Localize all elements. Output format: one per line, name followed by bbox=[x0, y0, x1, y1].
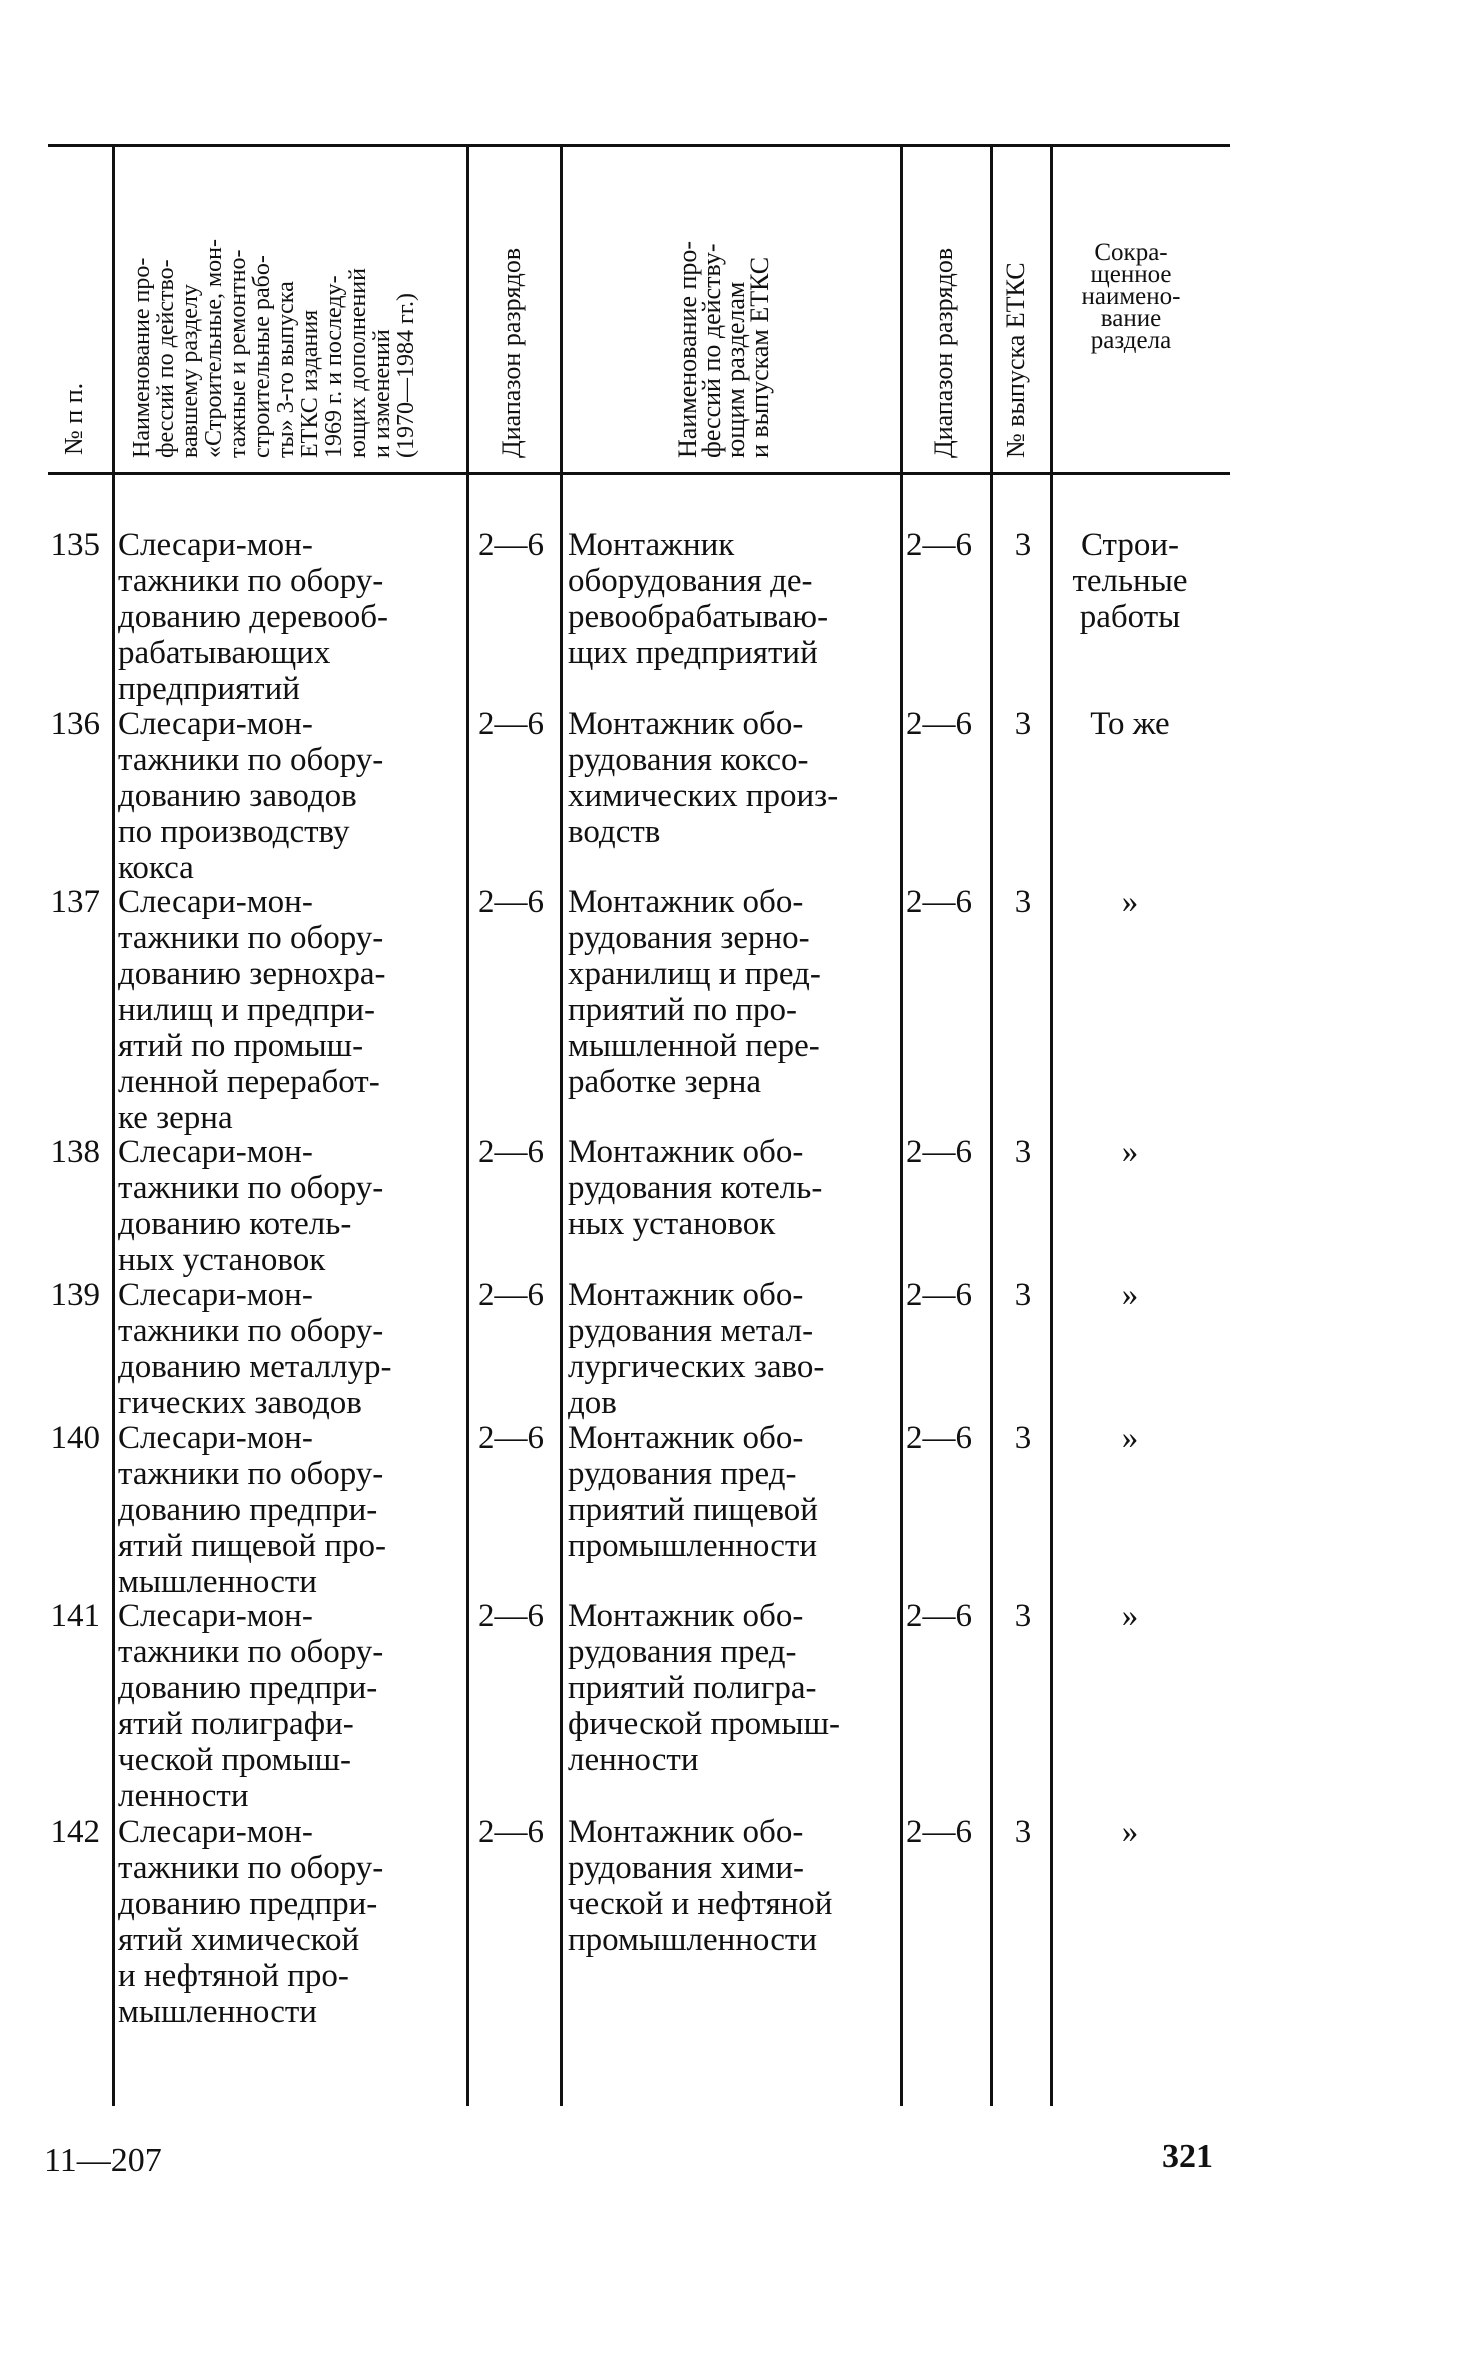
new-profession: Монтажник обо- рудования зерно- хранилищ и пред- приятий по про- мышленной пере- работке зерна bbox=[568, 884, 821, 1100]
range-old: 2—6 bbox=[478, 1277, 544, 1313]
old-profession: Слесари-мон- тажники по обору- дованию предпри- ятий пищевой про- мышленности bbox=[118, 1420, 386, 1600]
col-divider-4 bbox=[900, 146, 903, 2106]
range-new: 2—6 bbox=[906, 1420, 972, 1456]
range-new: 2—6 bbox=[906, 1814, 972, 1850]
new-profession: Монтажник обо- рудования пред- приятий пищевой промышленности bbox=[568, 1420, 818, 1564]
header-range-new: Диапазон разрядов bbox=[929, 247, 958, 458]
range-old: 2—6 bbox=[478, 527, 544, 563]
section-name: » bbox=[1121, 1134, 1139, 1170]
section-name: » bbox=[1121, 1420, 1139, 1456]
old-profession: Слесари-мон- тажники по обору- дованию котель- ных установок bbox=[118, 1134, 384, 1278]
header-range-old: Диапазон разрядов bbox=[497, 247, 526, 458]
header-issue: № выпуска ЕТКС bbox=[1001, 262, 1030, 458]
section-name: » bbox=[1121, 1277, 1139, 1313]
old-profession: Слесари-мон- тажники по обору- дованию зернохра- нилищ и предпри- ятий по промыш- ленной переработ- ке зерна bbox=[118, 884, 386, 1136]
header-new-profession: Наименование про- фессий по действу- ющим разделам и выпускам ЕТКС bbox=[673, 240, 774, 458]
issue-number: 3 bbox=[1014, 1420, 1032, 1456]
issue-number: 3 bbox=[1014, 1277, 1032, 1313]
issue-number: 3 bbox=[1014, 1598, 1032, 1634]
issue-number: 3 bbox=[1014, 706, 1032, 742]
col-divider-5 bbox=[990, 146, 993, 2106]
new-profession: Монтажник обо- рудования метал- лургических заво- дов bbox=[568, 1277, 825, 1421]
row-num: 140 bbox=[50, 1420, 100, 1456]
issue-number: 3 bbox=[1014, 884, 1032, 920]
range-old: 2—6 bbox=[478, 1814, 544, 1850]
row-num: 139 bbox=[50, 1277, 100, 1313]
col-divider-2 bbox=[466, 146, 469, 2106]
range-old: 2—6 bbox=[478, 884, 544, 920]
section-name: » bbox=[1121, 1598, 1139, 1634]
range-new: 2—6 bbox=[906, 1134, 972, 1170]
old-profession: Слесари-мон- тажники по обору- дованию деревооб- рабатывающих предприятий bbox=[118, 527, 389, 707]
range-new: 2—6 bbox=[906, 527, 972, 563]
range-new: 2—6 bbox=[906, 884, 972, 920]
range-new: 2—6 bbox=[906, 706, 972, 742]
page-number: 321 bbox=[1162, 2138, 1213, 2175]
header-num: № п п. bbox=[59, 382, 88, 455]
col-divider-1 bbox=[112, 146, 115, 2106]
printer-signature: 11—207 bbox=[44, 2142, 162, 2179]
range-old: 2—6 bbox=[478, 1420, 544, 1456]
range-old: 2—6 bbox=[478, 1598, 544, 1634]
row-num: 136 bbox=[50, 706, 100, 742]
col-divider-6 bbox=[1050, 146, 1053, 2106]
row-num: 137 bbox=[50, 884, 100, 920]
new-profession: Монтажник оборудования де- ревообрабатываю- щих предприятий bbox=[568, 527, 829, 671]
issue-number: 3 bbox=[1014, 1814, 1032, 1850]
row-num: 141 bbox=[50, 1598, 100, 1634]
header-section: Сокра- щенное наимено- вание раздела bbox=[1081, 239, 1181, 354]
new-profession: Монтажник обо- рудования котель- ных установок bbox=[568, 1134, 823, 1242]
new-profession: Монтажник обо- рудования хими- ческой и нефтяной промышленности bbox=[568, 1814, 833, 1958]
new-profession: Монтажник обо- рудования коксо- химических произ- водств bbox=[568, 706, 839, 850]
old-profession: Слесари-мон- тажники по обору- дованию предпри- ятий химической и нефтяной про- мышленности bbox=[118, 1814, 384, 2030]
old-profession: Слесари-мон- тажники по обору- дованию предпри- ятий полиграфи- ческой промыш- ленности bbox=[118, 1598, 384, 1814]
new-profession: Монтажник обо- рудования пред- приятий полигра- фической промыш- ленности bbox=[568, 1598, 841, 1778]
range-old: 2—6 bbox=[478, 1134, 544, 1170]
old-profession: Слесари-мон- тажники по обору- дованию металлур- гических заводов bbox=[118, 1277, 392, 1421]
range-old: 2—6 bbox=[478, 706, 544, 742]
section-name: Строи- тельные работы bbox=[1072, 527, 1188, 635]
row-num: 142 bbox=[50, 1814, 100, 1850]
section-name: То же bbox=[1090, 706, 1170, 742]
col-divider-3 bbox=[560, 146, 563, 2106]
section-name: » bbox=[1121, 1814, 1139, 1850]
header-old-profession: Наименование про- фессий по действо- вавшему разделу «Строительные, мон- тажные и ремонтно- строительные рабо- ты» 3-го выпуска ЕТКС издания 1969 г. и последу- ющих дополнений и изменений (1970—1984 гг.) bbox=[129, 238, 419, 458]
row-num: 138 bbox=[50, 1134, 100, 1170]
row-num: 135 bbox=[50, 527, 100, 563]
section-name: » bbox=[1121, 884, 1139, 920]
range-new: 2—6 bbox=[906, 1598, 972, 1634]
range-new: 2—6 bbox=[906, 1277, 972, 1313]
issue-number: 3 bbox=[1014, 1134, 1032, 1170]
issue-number: 3 bbox=[1014, 527, 1032, 563]
old-profession: Слесари-мон- тажники по обору- дованию заводов по производству кокса bbox=[118, 706, 384, 886]
